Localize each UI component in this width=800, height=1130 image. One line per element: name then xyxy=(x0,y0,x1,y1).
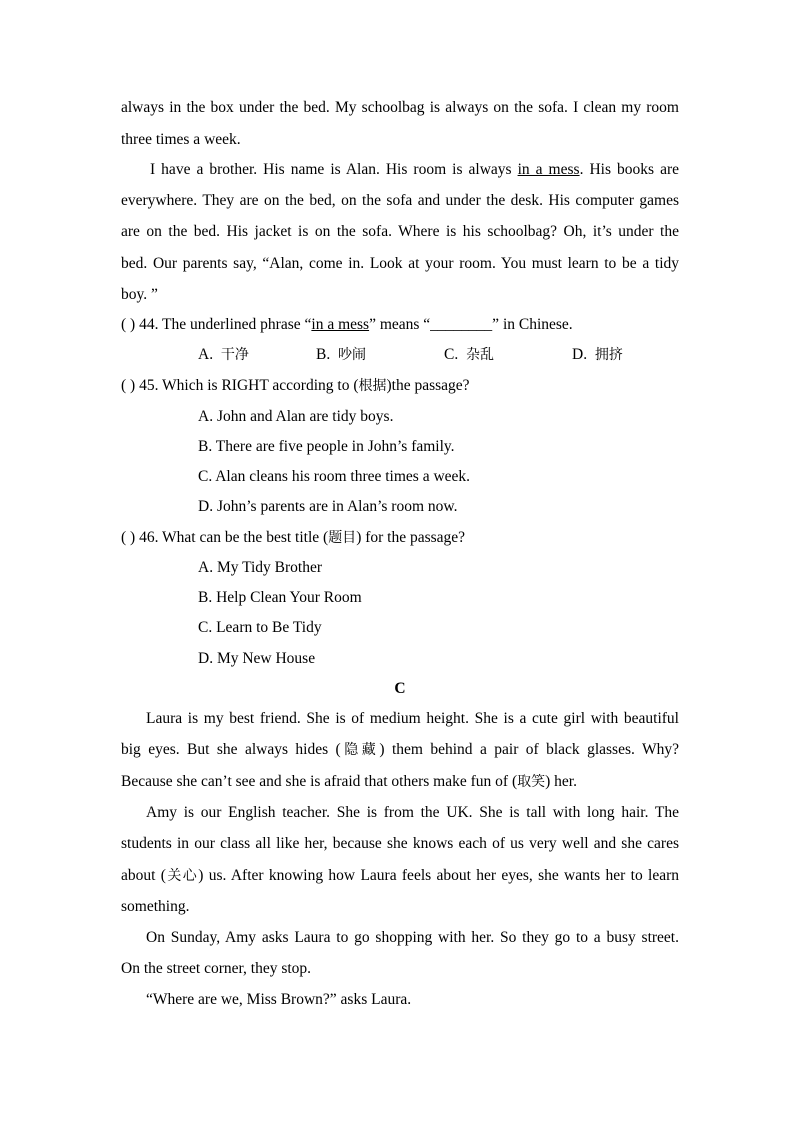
option-c: C. 杂乱 xyxy=(444,346,494,363)
section-heading: C xyxy=(394,680,406,697)
option-b: B. There are five people in John’s family. xyxy=(198,438,455,455)
option-b: B. Help Clean Your Room xyxy=(198,589,362,606)
passage-line: are on the bed. His jacket is on the sofa. Where is his schoolbag? Oh, it’s under the xyxy=(121,223,679,240)
passage-text: . His books are xyxy=(579,161,679,178)
passage-text: I have a brother. His name is Alan. His room is always xyxy=(150,161,518,178)
option-d: D. 拥挤 xyxy=(572,346,623,363)
passage-line: Because she can’t see and she is afraid that others make fun of (取笑) her. xyxy=(121,773,577,790)
passage-line: always in the box under the bed. My schoolbag is always on the sofa. I clean my room xyxy=(121,99,679,116)
option-a: A. John and Alan are tidy boys. xyxy=(198,408,394,425)
passage-line: Laura is my best friend. She is of medium height. She is a cute girl with beautiful xyxy=(146,710,679,727)
passage-line: On the street corner, they stop. xyxy=(121,960,312,977)
passage-line: everywhere. They are on the bed, on the sofa and under the desk. His computer games xyxy=(121,192,679,209)
question-45 xyxy=(121,377,470,395)
option-d: D. John’s parents are in Alan’s room now. xyxy=(198,498,458,515)
passage-line: three times a week. xyxy=(121,131,241,148)
passage-line: about (关心) us. After knowing how Laura feels about her eyes, she wants her to learn xyxy=(121,867,679,884)
passage-line: something. xyxy=(121,898,190,915)
underlined-phrase: in a mess xyxy=(311,316,370,333)
passage-line: Amy is our English teacher. She is from the UK. She is tall with long hair. The xyxy=(146,804,679,821)
option-a: A. My Tidy Brother xyxy=(198,559,323,576)
option-d: D. My New House xyxy=(198,650,316,667)
question-stem: 44. The underlined phrase “in a mess” means “________” in Chinese. xyxy=(139,316,573,333)
passage-line: bed. Our parents say, “Alan, come in. Look at your room. You must learn to be a tidy xyxy=(121,255,679,272)
passage-line: On Sunday, Amy asks Laura to go shopping with her. So they go to a busy street. xyxy=(146,929,679,946)
question-44 xyxy=(121,316,573,334)
passage-line: students in our class all like her, because she knows each of us very well and she cares xyxy=(121,835,679,852)
option-c: C. Alan cleans his room three times a week. xyxy=(198,468,471,485)
passage-line xyxy=(150,161,679,179)
answer-bracket: ( ) xyxy=(121,377,136,394)
question-stem: 45. Which is RIGHT according to (根据)the passage? xyxy=(139,377,470,394)
passage-line: big eyes. But she always hides (隐藏) them behind a pair of black glasses. Why? xyxy=(121,741,680,758)
option-b: B. 吵闹 xyxy=(316,346,366,363)
question-stem: 46. What can be the best title (题目) for the passage? xyxy=(139,529,466,546)
answer-bracket: ( ) xyxy=(121,316,136,333)
option-a: A. 干净 xyxy=(198,346,249,363)
question-46 xyxy=(121,529,465,547)
underlined-phrase: in a mess xyxy=(517,161,580,178)
option-c: C. Learn to Be Tidy xyxy=(198,619,322,636)
passage-line: “Where are we, Miss Brown?” asks Laura. xyxy=(146,991,412,1008)
passage-line: boy. ” xyxy=(121,286,158,303)
option-row xyxy=(198,346,249,364)
answer-bracket: ( ) xyxy=(121,529,136,546)
